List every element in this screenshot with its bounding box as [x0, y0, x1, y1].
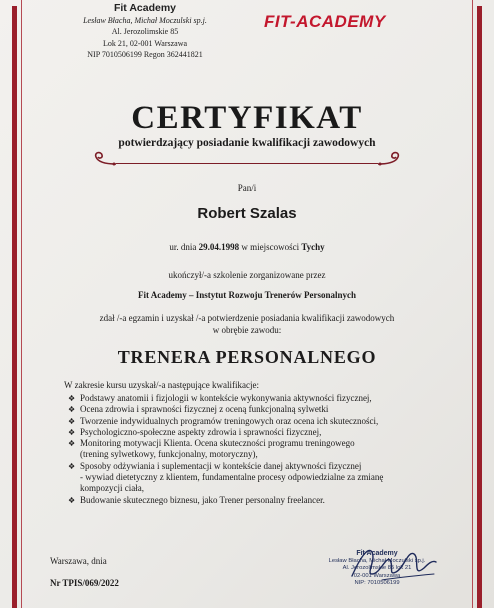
- bullet-icon: ❖: [68, 405, 76, 415]
- exam-text-line1: zdał /-a egzamin i uzyskał /-a potwierdzenie posiadania kwalifikacji zawodowych: [99, 313, 395, 323]
- organizer: Fit Academy – Instytut Rozwoju Trenerów Personalnych: [138, 290, 356, 300]
- stamp-partners: Lesław Błacha, Michał Moczulski sp.j.: [328, 557, 426, 564]
- certificate-subtitle: potwierdzający posiadanie kwalifikacji zawodowych: [118, 137, 376, 149]
- skill-text: Ocena zdrowia i sprawności fizycznej z oceną funkcjonalną sylwetki: [80, 404, 329, 415]
- company-street: Al. Jerozolimskie 85: [111, 27, 179, 36]
- stamp-company-name: Fit Academy: [356, 550, 398, 557]
- skill-text: Budowanie skutecznego biznesu, jako Trener personalny freelancer.: [80, 494, 325, 505]
- place-date: Warszawa, dnia: [50, 556, 107, 566]
- bullet-icon: ❖: [68, 495, 76, 505]
- bullet-icon: ❖: [68, 394, 76, 403]
- skill-text: kompozycji ciała,: [80, 483, 144, 494]
- birth-place: Tychy: [301, 242, 325, 252]
- stamp-city: 02-001 Warszawa: [353, 572, 401, 579]
- birth-line: [0, 242, 494, 252]
- signature-icon: [342, 538, 442, 588]
- skill-text: Monitoring motywacji Klienta. Ocena skuteczności programu treningowego: [80, 438, 355, 449]
- exam-text-line2: w obrębie zawodu:: [212, 325, 282, 335]
- completed-text: ukończył/-a szkolenie zorganizowane przez: [168, 270, 326, 280]
- certificate-title: CERTYFIKAT: [131, 100, 363, 136]
- bullet-icon: ❖: [68, 439, 76, 449]
- company-nip-regon: NIP 7010506199 Regon 362441821: [87, 50, 203, 59]
- skill-item: [64, 461, 444, 495]
- skill-item: [64, 438, 444, 461]
- bullet-icon: ❖: [68, 461, 76, 471]
- skill-text: Psychologiczno-społeczne aspekty zdrowia i sprawności fizycznej,: [80, 426, 322, 437]
- profession-title: TRENERA PERSONALNEGO: [117, 347, 377, 367]
- skill-item: [64, 393, 444, 404]
- skills-header: W zakresie kursu uzyskał/-a następujące kwalifikacje:: [64, 380, 259, 390]
- skill-item: [64, 427, 444, 438]
- fit-academy-logo: FIT-ACADEMY: [264, 12, 386, 31]
- recipient-name: Robert Szalas: [197, 205, 297, 222]
- skills-list: [64, 393, 444, 506]
- bullet-icon: ❖: [68, 416, 76, 426]
- skill-item: [64, 416, 444, 427]
- stamp-nip: NIP: 7010506199: [354, 580, 400, 587]
- born-in: w miejscowości: [241, 242, 300, 252]
- skill-text: Tworzenie indywidualnych programów treningowych oraz ocena ich skuteczności,: [80, 415, 379, 426]
- company-partners: Lesław Błacha, Michał Moczulski sp.j.: [83, 15, 207, 25]
- salutation: Pan/i: [237, 183, 257, 193]
- company-header: [60, 3, 230, 61]
- ornament-rule: [116, 163, 378, 164]
- skill-item: [64, 404, 444, 415]
- company-name: Fit Academy: [113, 2, 177, 14]
- birth-date: 29.04.1998: [198, 242, 240, 252]
- skill-text: - wywiad dietetyczny z klientem, fundamentalne procesy odpowiedzialne za zmianę: [80, 472, 384, 483]
- bullet-icon: ❖: [68, 427, 76, 437]
- ornament-right-icon: [376, 150, 402, 168]
- company-address: Lok 21, 02-001 Warszawa: [102, 38, 188, 48]
- skill-text: Sposoby odżywiania i suplementacji w kontekście danej aktywności fizycznej: [80, 460, 362, 471]
- ornament-left-icon: [92, 150, 118, 168]
- born-prefix: ur. dnia: [169, 242, 197, 252]
- certificate-number: Nr TPIS/069/2022: [50, 578, 119, 588]
- skill-item: [64, 495, 444, 506]
- page-border-inner: [21, 0, 473, 608]
- skill-text: (trening sylwetkowy, funkcjonalny, motoryczny),: [80, 449, 258, 460]
- skill-text: Podstawy anatomii i fizjologii w kontekście wykonywania aktywności fizycznej,: [80, 393, 372, 403]
- stamp-street: Al. Jerozolimskie 85 lok 21: [342, 565, 412, 572]
